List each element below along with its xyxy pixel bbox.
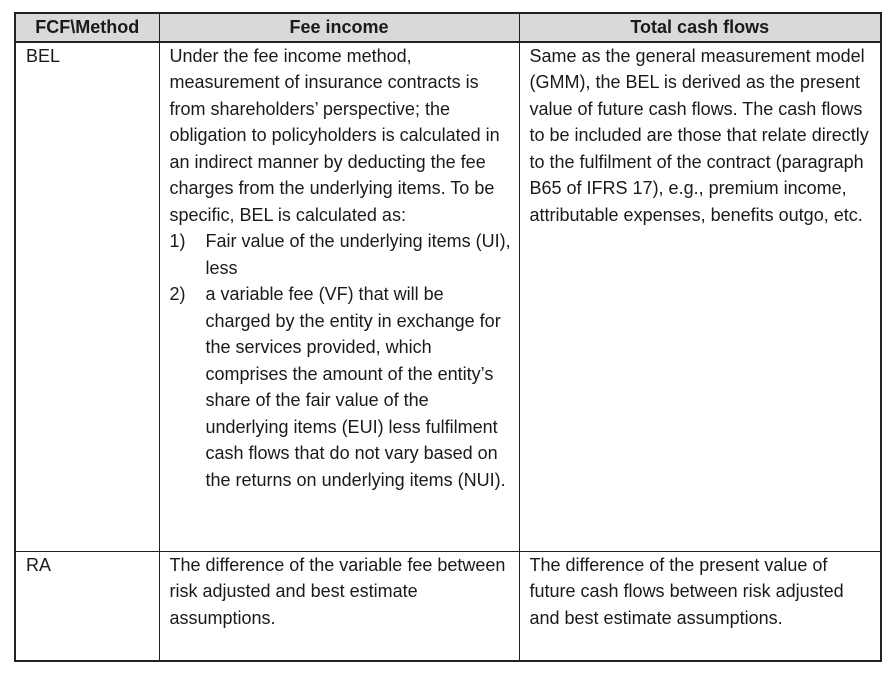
list-item-text: Fair value of the underlying items (UI), less [205,231,511,278]
fcf-method-table [14,12,882,662]
table-row-ra [15,551,881,661]
list-item-number: 1) [169,231,186,251]
list-item-text: a variable fee (VF) that will be charged by the entity in exchange for the services provided, which comprises the amount of the entity’s share of the fair value of the underlying items (EUI) less fulfilment cash flows that do not vary based on the returns on underlying items (NUI). [205,284,506,490]
header-total-cash-flows: Total cash flows [519,13,881,42]
ra-fee-income-cell: The difference of the variable fee between risk adjusted and best estimate assumptions. [159,551,519,661]
ra-total-cash-flows-cell: The difference of the present value of future cash flows between risk adjusted and best estimate assumptions. [519,551,881,661]
list-item-number: 2) [169,284,186,304]
header-fcf-method: FCF\Method [15,13,159,42]
bel-fee-income-cell [159,42,519,552]
list-item [170,281,513,493]
header-row [15,13,881,42]
list-item [170,228,513,281]
bel-fee-income-list [170,228,513,493]
bel-total-cash-flows-cell: Same as the general measurement model (GMM), the BEL is derived as the present value of future cash flows. The cash flows to be included are those that relate directly to the fulfilment of the contract (paragraph B65 of IFRS 17), e.g., premium income, attributable expenses, benefits outgo, etc. [519,42,881,552]
table-row-bel [15,42,881,552]
row-label-bel: BEL [15,42,159,552]
row-label-ra: RA [15,551,159,661]
bel-fee-income-intro: Under the fee income method, measurement of insurance contracts is from shareholders’ perspective; the obligation to policyholders is calculated in an indirect manner by deducting the fee charges from the underlying items. To be specific, BEL is calculated as: [169,45,500,225]
header-fee-income: Fee income [159,13,519,42]
